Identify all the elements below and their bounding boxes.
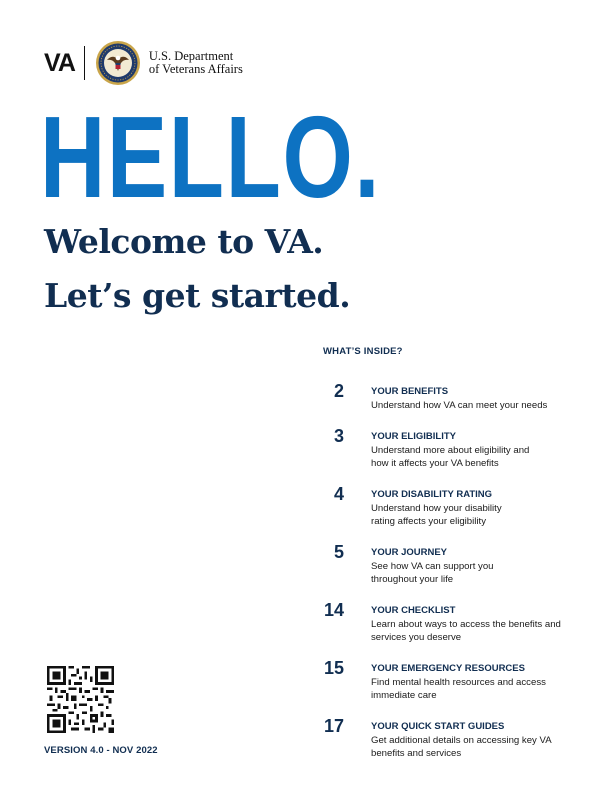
toc-page-number: 4 — [333, 484, 344, 504]
toc-item[interactable] — [320, 425, 600, 469]
toc-description: Understand how VA can meet your needs — [371, 400, 548, 411]
toc-item[interactable] — [320, 541, 600, 585]
toc-page-number: 3 — [333, 426, 344, 446]
welcome-line-2: Let’s get started. — [44, 276, 351, 315]
toc-description: See how VA can support you throughout your life — [371, 561, 494, 585]
toc-description: Understand how your disability rating affects your eligibility — [371, 503, 502, 527]
qr-code-icon[interactable] — [47, 666, 114, 733]
department-name — [149, 50, 243, 76]
department-line-2: of Veterans Affairs — [148, 62, 243, 76]
whats-inside-heading: WHAT’S INSIDE? — [323, 346, 403, 357]
toc-title: YOUR QUICK START GUIDES — [371, 721, 505, 732]
va-header — [44, 43, 243, 83]
welcome-line-1: Welcome to VA. — [44, 222, 324, 261]
toc-title: YOUR ELIGIBILITY — [371, 431, 456, 442]
toc-description: Learn about ways to access the benefits and services you deserve — [371, 619, 561, 643]
toc-description: Understand more about eligibility and how it affects your VA benefits — [371, 445, 530, 469]
toc-description: Find mental health resources and access immediate care — [371, 677, 546, 701]
va-logo-text: VA — [44, 48, 75, 77]
toc-title: YOUR JOURNEY — [371, 547, 448, 558]
toc-item[interactable] — [320, 483, 600, 527]
toc-title: YOUR BENEFITS — [371, 386, 449, 397]
hello-headline: HELLO. — [40, 92, 382, 222]
toc-title: YOUR DISABILITY RATING — [371, 489, 493, 500]
toc-item[interactable] — [320, 599, 600, 643]
header-divider — [84, 46, 85, 80]
toc-page-number: 17 — [323, 716, 344, 736]
toc-page-number: 2 — [333, 381, 344, 401]
department-line-1: U.S. Department — [148, 49, 234, 63]
toc-title: YOUR CHECKLIST — [371, 605, 456, 616]
toc-page-number: 15 — [323, 658, 344, 678]
toc-item[interactable] — [320, 657, 600, 701]
toc-page-number: 5 — [333, 542, 344, 562]
version-label: VERSION 4.0 - NOV 2022 — [44, 745, 158, 756]
toc-page-number: 14 — [323, 600, 344, 620]
toc-item[interactable] — [320, 380, 600, 424]
toc-item[interactable] — [320, 715, 600, 759]
toc-description: Get additional details on accessing key VA benefits and services — [371, 735, 552, 759]
toc-title: YOUR EMERGENCY RESOURCES — [371, 663, 525, 674]
va-seal-icon — [95, 40, 141, 86]
